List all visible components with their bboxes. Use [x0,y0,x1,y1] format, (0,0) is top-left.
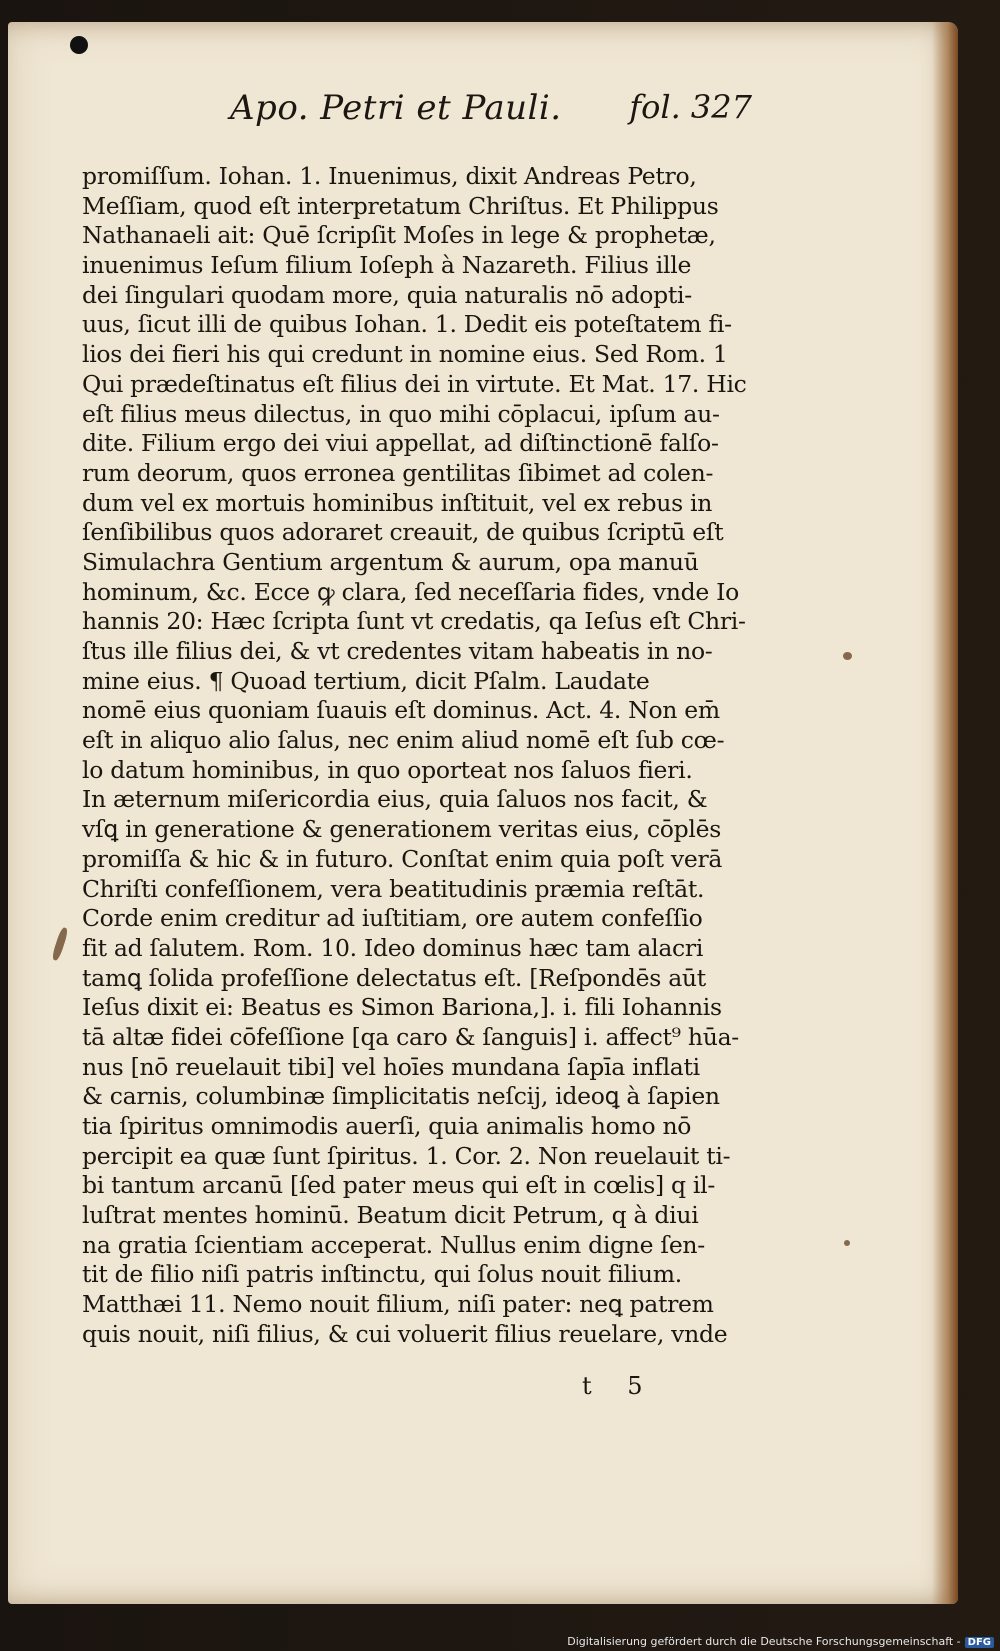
text-line: tā altæ fidei cōfeſſione [qa caro & ſanguis] i. affect⁹ hūa- [82,1022,739,1051]
text-line: quis nouit, niſi filius, & cui voluerit filius reuelare, vnde [82,1319,728,1348]
text-line: tit de filio niſi patris inſtinctu, qui ſolus nouit filium. [82,1260,682,1289]
dfg-logo: DFG [965,1637,994,1648]
text-line: eſt in aliquo alio ſalus, nec enim aliud nomē eſt ſub cœ- [82,726,725,755]
text-line: dite. Filium ergo dei viui appellat, ad diſtinctionē falſo- [82,429,719,458]
body-text [82,162,760,1350]
text-line: mine eius. ¶ Quoad tertium, dicit Pſalm. Laudate [82,666,650,695]
text-line: promiſſa & hic & in futuro. Conſtat enim quia poſt verā [82,844,723,873]
text-line: fit ad ſalutem. Rom. 10. Ideo dominus hæc tam alacri [82,933,704,962]
text-line: vſꝗ in generatione & generationem veritas eius, cōplēs [82,815,721,844]
text-line: rum deorum, quos erronea gentilitas ſibimet ad colen- [82,458,714,487]
text-line: dei ſingulari quodam more, quia naturalis nō adopti- [82,280,692,309]
running-title: Apo. Petri et Pauli. [230,88,562,128]
footer-credit [567,1635,994,1648]
text-line: tamꝗ ſolida profeſſione delectatus eſt. [Reſpondēs aūt [82,963,706,992]
text-line: nus [nō reuelauit tibi] vel hoīes mundana ſapīa inflati [82,1052,700,1081]
text-line: promiſſum. Iohan. 1. Inuenimus, dixit Andreas Petro, [82,162,697,190]
text-line: hominum, &c. Ecce ꝙ clara, ſed neceſſaria fides, vnde Io [82,577,739,606]
binding-hole [70,36,88,54]
text-line: eſt filius meus dilectus, in quo mihi cōplacui, ipſum au- [82,399,720,428]
text-line: Chriſti confeſſionem, vera beatitudinis præmia reſtāt. [82,874,705,903]
ink-spot [843,652,852,660]
text-line: ſtus ille filius dei, & vt credentes vitam habeatis in no- [82,637,713,665]
text-line: ſenſibilibus quos adoraret creauit, de quibus ſcriptū eſt [82,518,724,547]
text-line: luſtrat mentes hominū. Beatum dicit Petrum, q à diui [82,1201,699,1230]
text-line: Matthæi 11. Nemo nouit filium, niſi pater: neꝗ patrem [82,1290,714,1319]
text-line: na gratia ſcientiam acceperat. Nullus enim digne ſen- [82,1230,705,1259]
text-line: Meſſiam, quod eſt interpretatum Chriſtus. Et Philippus [82,191,719,220]
text-line: inuenimus Ieſum filium Ioſeph à Nazareth. Filius ille [82,251,692,280]
ink-stain [51,927,69,962]
text-line: Nathanaeli ait: Quē ſcripſit Moſes in lege & prophetæ, [82,221,716,250]
text-line: Simulachra Gentium argentum & aurum, opa manuū [82,547,699,576]
text-line: bi tantum arcanū [ſed pater meus qui eſt in cœlis] q il- [82,1171,715,1200]
footer-credit-text: Digitalisierung gefördert durch die Deutsche Forschungsgemeinschaft - [567,1635,961,1648]
text-line: lo datum hominibus, in quo oporteat nos ſaluos fieri. [82,755,693,784]
text-line: hannis 20: Hæc ſcripta ſunt vt credatis, qa Ieſus eſt Chri- [82,607,746,636]
text-line: dum vel ex mortuis hominibus inſtituit, vel ex rebus in [82,488,713,517]
text-line: uus, ſicut illi de quibus Iohan. 1. Dedit eis poteſtatem fi- [82,310,732,339]
text-line: lios dei fieri his qui credunt in nomine eius. Sed Rom. 1 [82,340,728,369]
text-line: tia ſpiritus omnimodis auerſi, quia animalis homo nō [82,1112,692,1140]
text-line: percipit ea quæ ſunt ſpiritus. 1. Cor. 2. Non reuelauit ti- [82,1141,731,1170]
folio-number: fol. 327 [629,88,752,126]
signature-mark: t 5 [582,1372,657,1400]
text-line: & carnis, columbinæ ſimplicitatis neſcij, ideoꝗ à ſapien [82,1082,720,1111]
text-line: Qui prædeſtinatus eſt filius dei in virtute. Et Mat. 17. Hic [82,369,747,398]
page-edge-shadow [932,22,958,1604]
text-line: In æternum miſericordia eius, quia ſaluos nos facit, & [82,785,708,814]
page-header [220,88,760,148]
text-line: nomē eius quoniam ſuauis eſt dominus. Act. 4. Non em̄ [82,696,720,725]
ink-spot [844,1240,850,1246]
text-line: Corde enim creditur ad iuſtitiam, ore autem confeſſio [82,904,703,933]
text-line: Ieſus dixit ei: Beatus es Simon Bariona,]. i. fili Iohannis [82,993,722,1022]
